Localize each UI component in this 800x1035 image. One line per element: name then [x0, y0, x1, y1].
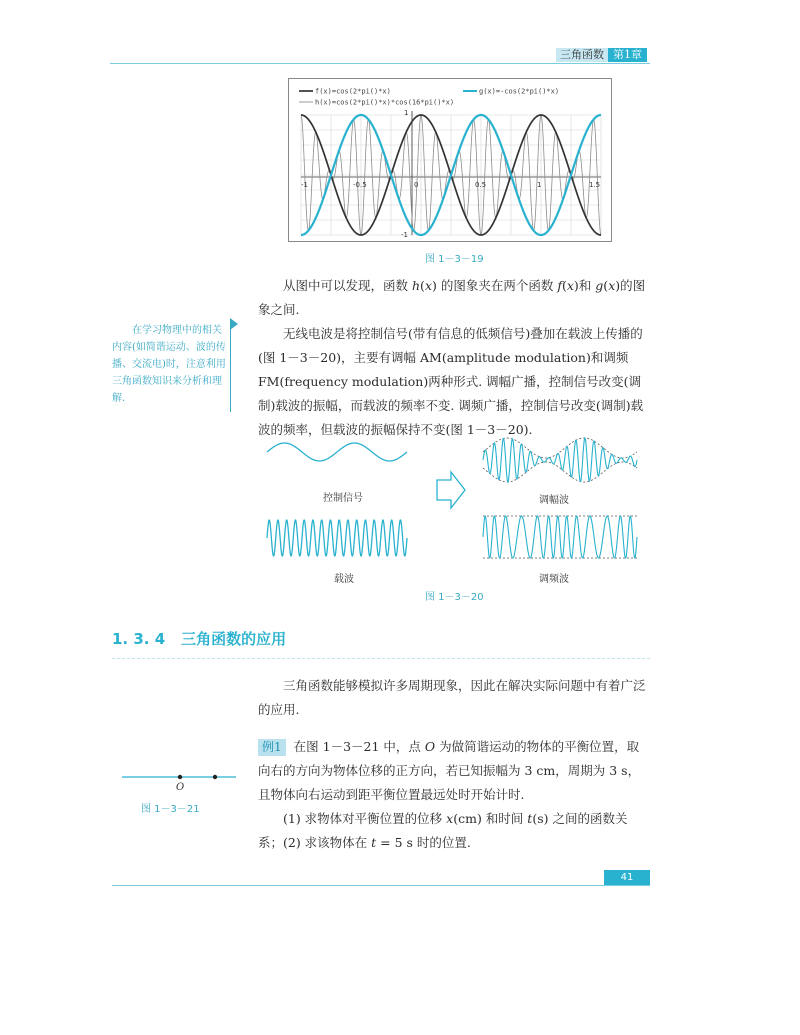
section-title: 三角函数的应用: [181, 630, 287, 648]
text-run: = 5 s 时的位置.: [376, 835, 471, 850]
example-1: [258, 735, 650, 807]
y-tick-label: -1: [401, 231, 408, 239]
x-tick-label: -0.5: [353, 181, 367, 189]
text-run: )和: [573, 278, 596, 293]
math-var: g: [595, 278, 604, 293]
side-note: 在学习物理中的相关内容(如简谐运动、波的传播、交流电)时，注意利用三角函数知识来分析和理解.: [112, 325, 226, 404]
arrow-right-icon: [437, 472, 465, 508]
header-tag: [556, 48, 647, 62]
text-run: ) 的图象夹在两个函数: [432, 278, 558, 293]
text-run: (: [603, 278, 609, 293]
section-number: 1. 3. 4: [112, 630, 166, 648]
am-wave: [483, 438, 637, 482]
legend-g: g(x)=-cos(2*pi()*x): [479, 87, 560, 96]
control-signal-label: 控制信号: [323, 493, 363, 504]
figure-1-3-19-caption: 图 1－3－19: [425, 254, 484, 265]
equilibrium-point: [178, 775, 182, 779]
paragraph-radio-waves: 无线电波是将控制信号(带有信息的低频信号)叠加在载波上传播的(图 1－3－20)，主要有调幅 AM(amplitude modulation)和调频 FM(frequency modulation)两种形式. 调幅广播，控制信号改变(调制)载波的振幅，而载波的频率不变. 调频广播，控制信号改变(调制)载波的频率，但载波的振幅保持不变(图 1－3－20).: [258, 326, 644, 437]
figure-1-3-20: [255, 420, 650, 585]
paragraph-applications: 三角函数能够模拟许多周期现象，因此在解决实际问题中有着广泛的应用.: [258, 678, 646, 717]
fm-wave: [483, 516, 637, 558]
x-tick-label: -1: [301, 181, 308, 189]
legend-h: h(x)=cos(2*pi()*x)*cos(16*pi()*x): [315, 98, 455, 107]
math-var: t: [527, 811, 533, 826]
math-var: t: [371, 835, 377, 850]
text-run: (1) 求物体对平衡位置的位移: [283, 811, 447, 826]
paragraph-graph-observation: [258, 274, 648, 322]
example-badge: 例1: [258, 739, 286, 756]
fm-wave-label: 调频波: [539, 574, 569, 585]
math-var: x: [424, 278, 432, 293]
text-run: (: [561, 278, 567, 293]
text-run: (cm) 和时间: [453, 811, 528, 826]
text-run: 在图 1－3－21 中，点: [293, 739, 425, 754]
math-var: x: [566, 278, 574, 293]
math-var: O: [424, 739, 436, 754]
chapter-title: 三角函数: [556, 48, 608, 62]
math-var: h: [411, 278, 421, 293]
page-number: 41: [604, 870, 650, 885]
section-rule: [112, 658, 650, 659]
side-note-arrow-icon: [230, 318, 238, 330]
am-wave-label: 调幅波: [539, 495, 569, 506]
carrier-wave: [267, 520, 407, 556]
section-heading: [112, 628, 286, 649]
text-run: 为做简谐运动的物体的平衡位置，取向右的方向为物体位移的正方向，若已知振幅为 3 cm，周期为 3 s，且物体向右运动到距平衡位置最远处时开始计时.: [258, 739, 641, 802]
math-var: f: [557, 278, 562, 293]
extreme-point: [213, 775, 217, 779]
text-run: (s) 之间的函数关系；: [258, 811, 628, 850]
x-tick-label: 0.5: [475, 181, 487, 189]
header-rule: [110, 63, 650, 64]
y-tick-label: 1: [404, 109, 409, 117]
x-tick-label: 0: [414, 181, 419, 189]
math-var: x: [608, 278, 616, 293]
x-tick-label: 1: [537, 181, 542, 189]
side-note-rule: [230, 324, 231, 412]
text-run: )的图象之间.: [258, 278, 646, 317]
figure-1-3-19: [288, 78, 612, 242]
x-tick-label: 1.5: [589, 181, 601, 189]
question-2: [258, 831, 648, 855]
volume-label: 第1章: [608, 48, 647, 62]
text-run: 从图中可以发现，函数: [283, 278, 412, 293]
control-signal-wave: [267, 443, 407, 461]
text-run: (2) 求该物体在: [283, 835, 372, 850]
legend-f: f(x)=cos(2*pi()*x): [315, 87, 391, 96]
figure-1-3-21-caption: 图 1－3－21: [141, 804, 200, 815]
math-var: x: [446, 811, 454, 826]
point-o-label: O: [176, 782, 185, 793]
footer-rule: [112, 885, 650, 886]
figure-1-3-20-caption: 图 1－3－20: [425, 592, 484, 603]
carrier-wave-label: 载波: [334, 574, 354, 585]
function-chart: [289, 79, 611, 241]
text-run: (: [420, 278, 425, 293]
